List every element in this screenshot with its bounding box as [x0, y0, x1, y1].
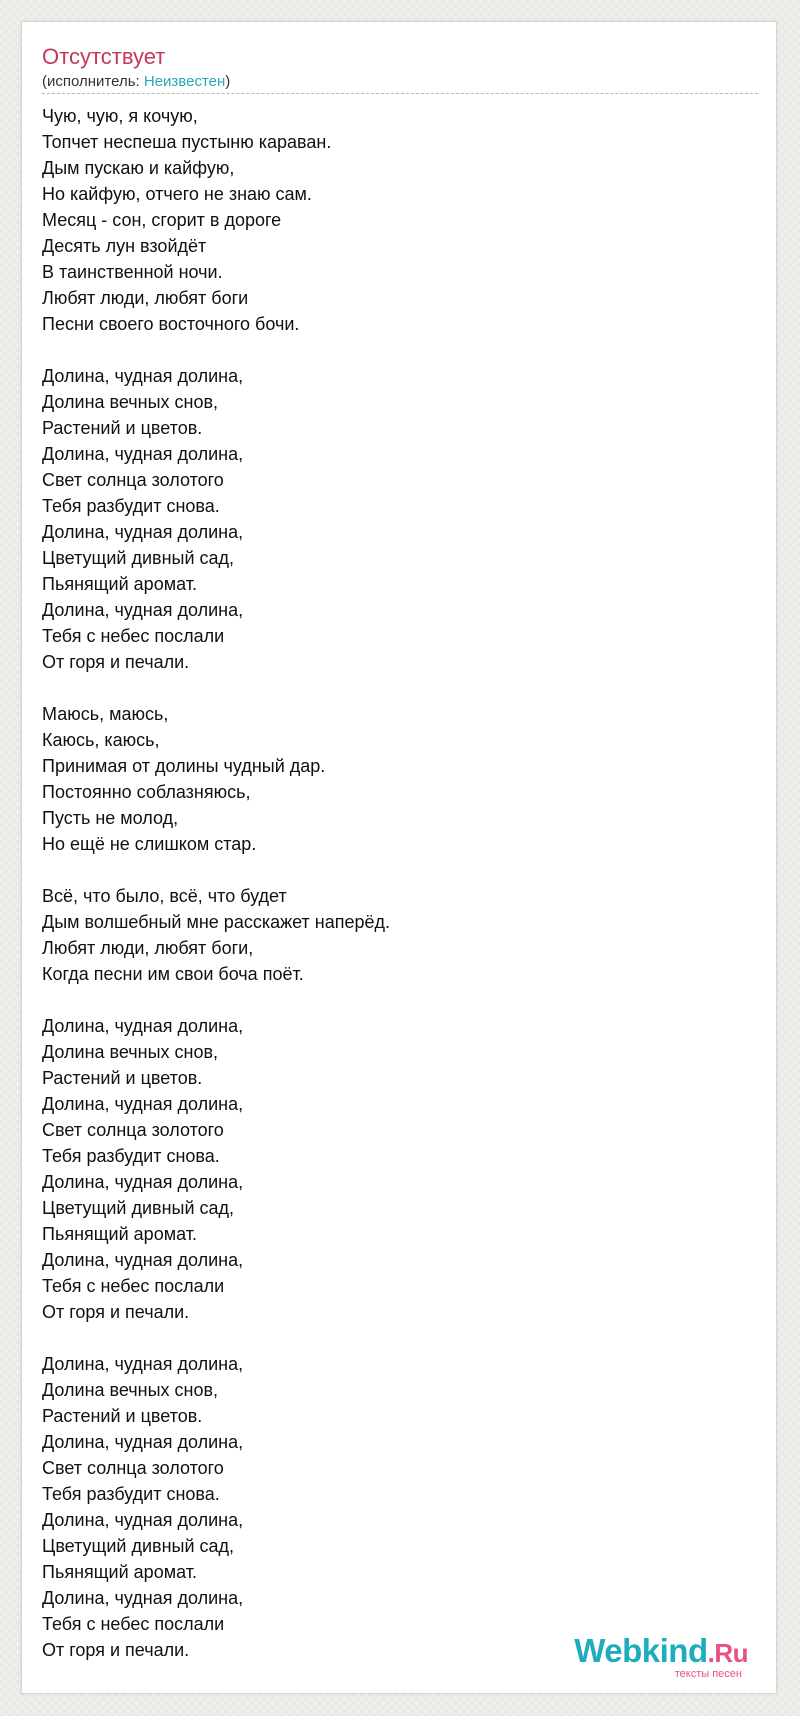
lyric-line: Долина вечных снов,: [42, 1380, 219, 1400]
lyric-line: Свет солнца золотого: [42, 470, 224, 490]
song-title: Отсутствует: [42, 44, 166, 69]
lyric-line: Пьянящий аромат.: [42, 1562, 197, 1582]
logo-tld: .Ru: [707, 1638, 748, 1668]
lyric-line: Тебя разбудит снова.: [42, 1484, 220, 1504]
lyric-line: Постоянно соблазняюсь,: [42, 782, 251, 802]
lyric-line: Чую, чую, я кочую,: [42, 106, 198, 126]
lyric-line: Дым пускаю и кайфую,: [42, 158, 235, 178]
lyric-line: Тебя с небес послали: [42, 626, 225, 646]
lyric-line: Пьянящий аромат.: [42, 1224, 197, 1244]
lyric-line: Принимая от долины чудный дар.: [42, 756, 326, 776]
artist-line: [42, 72, 230, 92]
logo-name: Webkind: [574, 1632, 708, 1669]
lyric-line: Тебя разбудит снова.: [42, 496, 220, 516]
site-logo[interactable]: [558, 1633, 748, 1679]
lyric-line: Долина, чудная долина,: [42, 366, 244, 386]
lyric-line: Цветущий дивный сад,: [42, 1198, 235, 1218]
stanza-break: [42, 337, 758, 363]
lyric-line: Долина, чудная долина,: [42, 1354, 244, 1374]
lyric-line: Тебя с небес послали: [42, 1614, 225, 1634]
lyric-line: Топчет неспеша пустыню караван.: [42, 132, 332, 152]
lyric-line: Пусть не молод,: [42, 808, 179, 828]
lyric-line: Любят люди, любят боги: [42, 288, 249, 308]
lyric-line: Тебя с небес послали: [42, 1276, 225, 1296]
lyric-line: Цветущий дивный сад,: [42, 548, 235, 568]
lyric-line: Долина, чудная долина,: [42, 522, 244, 542]
stanza-break: [42, 857, 758, 883]
lyric-line: Маюсь, маюсь,: [42, 704, 169, 724]
lyric-line: Любят люди, любят боги,: [42, 938, 254, 958]
lyric-line: Долина, чудная долина,: [42, 444, 244, 464]
artist-prefix: (исполнитель:: [42, 73, 144, 90]
lyric-line: От горя и печали.: [42, 1302, 190, 1322]
lyric-line: Долина вечных снов,: [42, 1042, 219, 1062]
lyrics-card: [21, 21, 777, 1694]
lyric-line: Но кайфую, отчего не знаю сам.: [42, 184, 312, 204]
lyric-line: Цветущий дивный сад,: [42, 1536, 235, 1556]
lyric-line: Долина вечных снов,: [42, 392, 219, 412]
lyric-line: Дым волшебный мне расскажет наперёд.: [42, 912, 391, 932]
lyric-line: Долина, чудная долина,: [42, 1250, 244, 1270]
lyric-line: Долина, чудная долина,: [42, 600, 244, 620]
lyric-line: Десять лун взойдёт: [42, 236, 207, 256]
lyric-line: От горя и печали.: [42, 1640, 190, 1660]
lyric-line: Свет солнца золотого: [42, 1458, 224, 1478]
lyric-line: Растений и цветов.: [42, 1406, 203, 1426]
lyric-line: От горя и печали.: [42, 652, 190, 672]
lyric-line: Каюсь, каюсь,: [42, 730, 160, 750]
lyric-line: Долина, чудная долина,: [42, 1588, 244, 1608]
logo-wordmark: [558, 1633, 748, 1671]
lyric-line: Долина, чудная долина,: [42, 1016, 244, 1036]
lyric-line: Когда песни им свои боча поёт.: [42, 964, 304, 984]
lyric-line: Долина, чудная долина,: [42, 1094, 244, 1114]
lyric-line: Свет солнца золотого: [42, 1120, 224, 1140]
lyric-line: Долина, чудная долина,: [42, 1510, 244, 1530]
stanza-break: [42, 987, 758, 1013]
artist-link[interactable]: Неизвестен: [143, 73, 226, 90]
lyric-line: Пьянящий аромат.: [42, 574, 197, 594]
lyric-line: Всё, что было, всё, что будет: [42, 886, 287, 906]
dashed-divider: [42, 93, 758, 94]
lyric-line: Тебя разбудит снова.: [42, 1146, 220, 1166]
lyric-line: Долина, чудная долина,: [42, 1432, 244, 1452]
lyric-line: Растений и цветов.: [42, 418, 203, 438]
lyrics-text: [42, 103, 758, 1663]
stanza-break: [42, 1325, 758, 1351]
lyric-line: Месяц - сон, сгорит в дороге: [42, 210, 282, 230]
logo-tagline: тексты песен: [674, 1668, 742, 1680]
lyric-line: Растений и цветов.: [42, 1068, 203, 1088]
lyric-line: Но ещё не слишком стар.: [42, 834, 257, 854]
lyric-line: Долина, чудная долина,: [42, 1172, 244, 1192]
lyric-line: В таинственной ночи.: [42, 262, 223, 282]
stanza-break: [42, 675, 758, 701]
artist-suffix: ): [225, 73, 231, 90]
lyric-line: Песни своего восточного бочи.: [42, 314, 300, 334]
